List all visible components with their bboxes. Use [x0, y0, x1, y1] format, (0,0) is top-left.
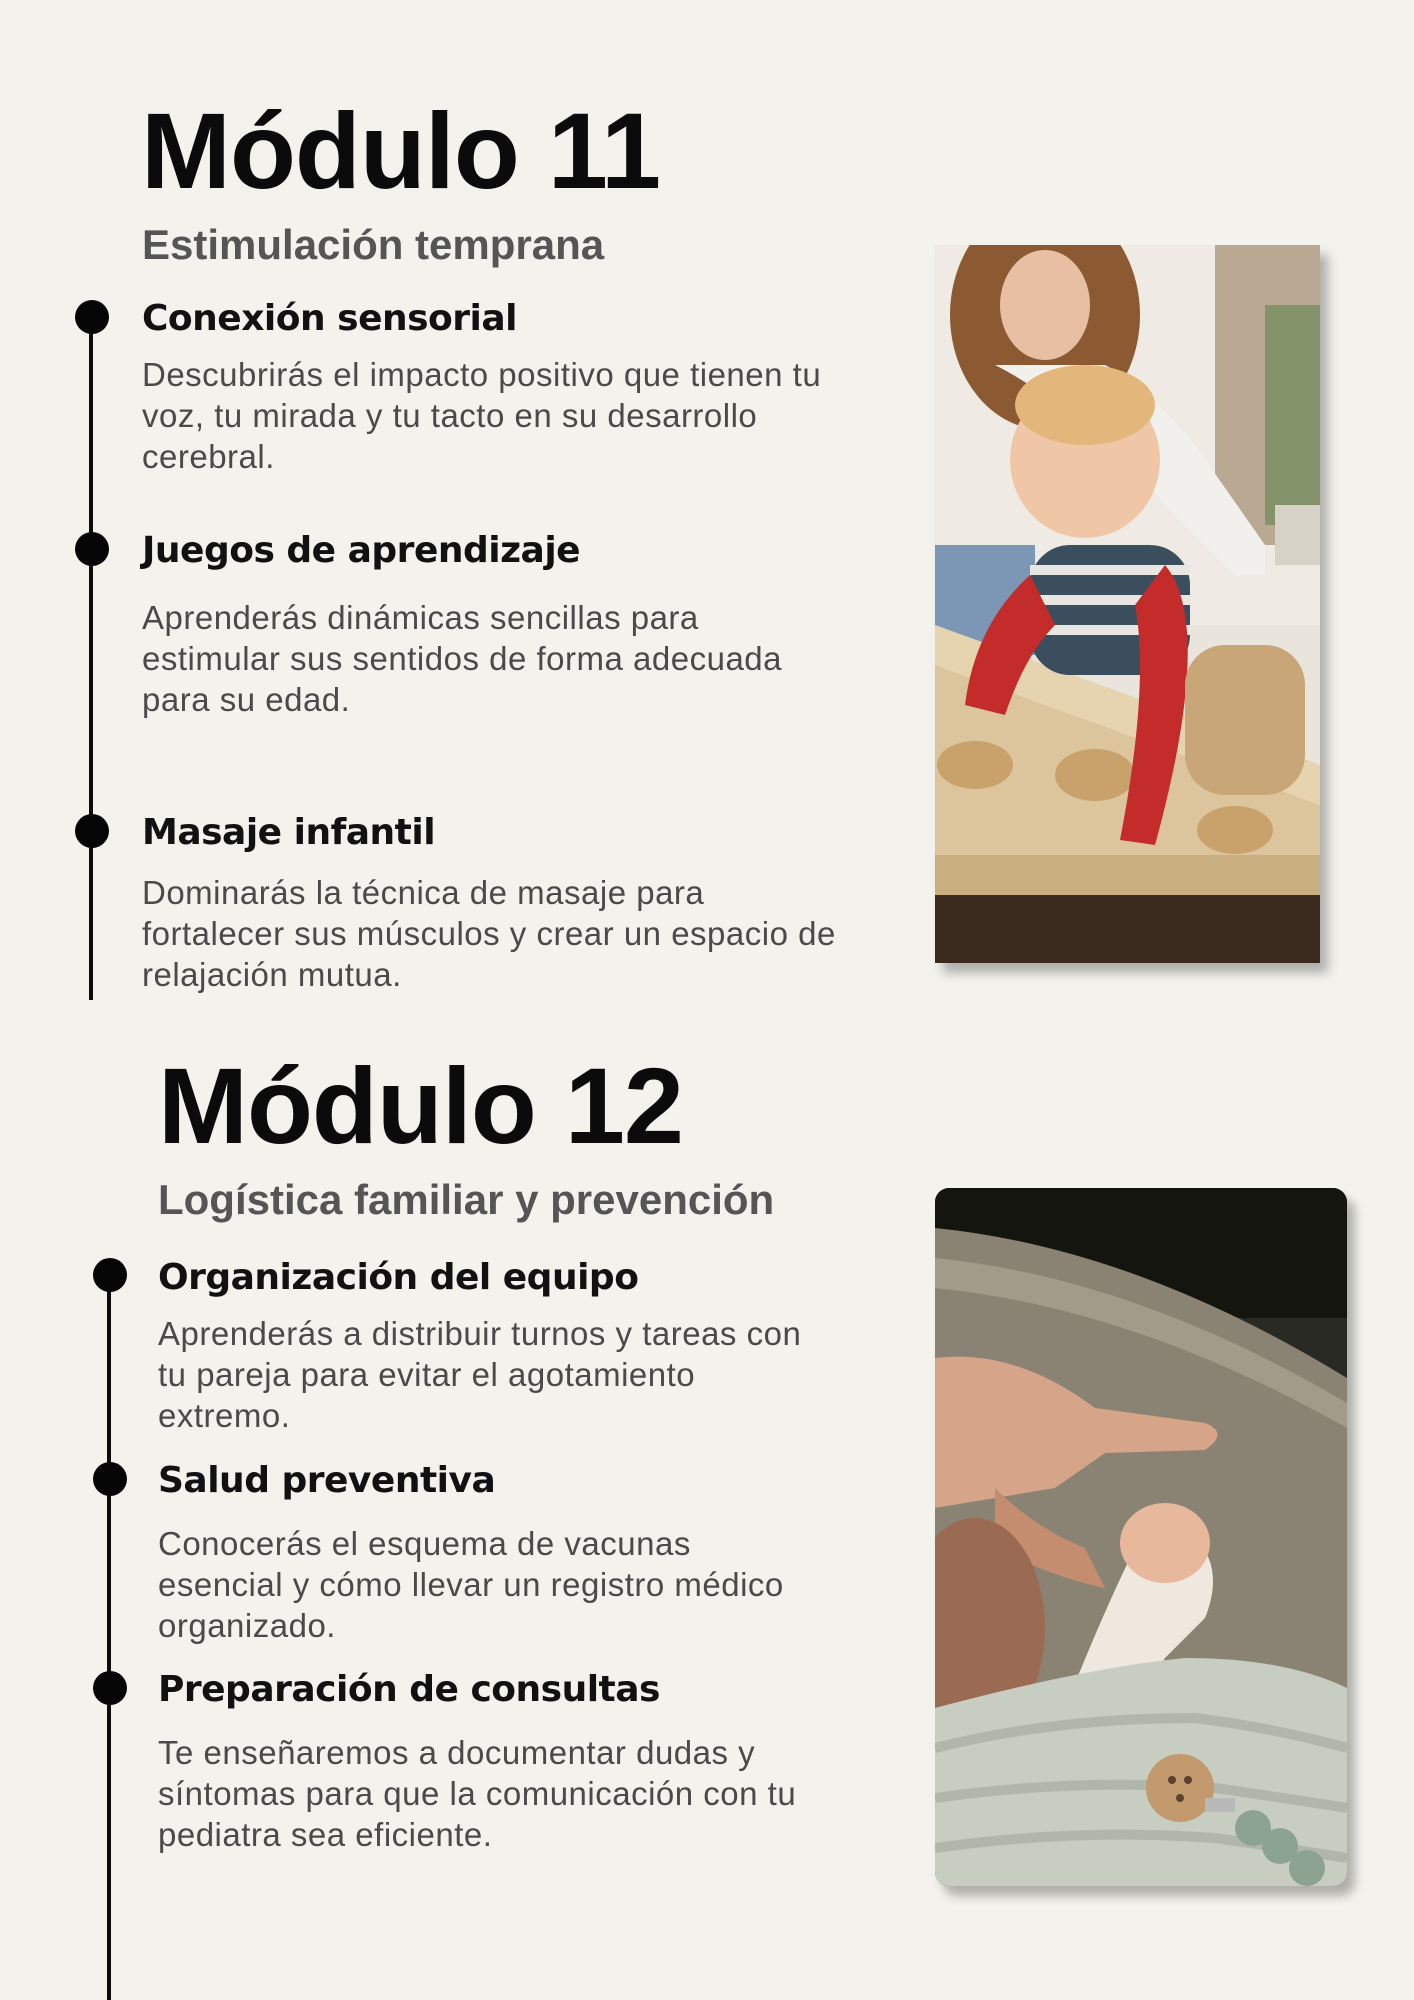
desc-line: tu pareja para evitar el agotamiento	[158, 1356, 696, 1393]
desc-line: fortalecer sus músculos y crear un espacio de	[142, 915, 836, 952]
item-title-salud-preventiva: Salud preventiva	[158, 1460, 496, 1501]
timeline-dot	[75, 300, 109, 334]
item-description	[158, 1313, 801, 1436]
module-11-subtitle: Estimulación temprana	[142, 221, 605, 268]
desc-line: esencial y cómo llevar un registro médico	[158, 1566, 784, 1603]
desc-line: Descubrirás el impacto positivo que tienen tu	[142, 356, 822, 393]
desc-line: para su edad.	[142, 681, 351, 718]
timeline-dot	[93, 1671, 127, 1705]
module-11-title: Módulo 11	[141, 90, 661, 211]
module-12-timeline	[107, 1276, 111, 2000]
baby-hand-holding-finger-photo	[935, 1188, 1347, 1886]
timeline-dot	[75, 532, 109, 566]
mother-baby-crawling-photo	[935, 245, 1320, 963]
item-description	[142, 597, 782, 720]
item-title-juegos-aprendizaje: Juegos de aprendizaje	[142, 530, 581, 571]
item-title-organizacion-equipo: Organización del equipo	[158, 1257, 639, 1298]
module-12-subtitle: Logística familiar y prevención	[158, 1176, 775, 1223]
desc-line: Dominarás la técnica de masaje para	[142, 874, 705, 911]
desc-line: relajación mutua.	[142, 956, 402, 993]
desc-line: Aprenderás dinámicas sencillas para	[142, 599, 699, 636]
desc-line: cerebral.	[142, 438, 275, 475]
item-description	[158, 1732, 796, 1855]
desc-line: voz, tu mirada y tu tacto en su desarrollo	[142, 397, 758, 434]
desc-line: Aprenderás a distribuir turnos y tareas con	[158, 1315, 802, 1352]
desc-line: pediatra sea eficiente.	[158, 1816, 493, 1853]
timeline-dot	[93, 1462, 127, 1496]
desc-line: organizado.	[158, 1607, 336, 1644]
item-description	[142, 354, 821, 477]
item-title-preparacion-consultas: Preparación de consultas	[158, 1669, 660, 1710]
module-11-timeline	[89, 318, 93, 1000]
item-title-conexion-sensorial: Conexión sensorial	[142, 298, 518, 339]
desc-line: síntomas para que la comunicación con tu	[158, 1775, 797, 1812]
desc-line: Te enseñaremos a documentar dudas y	[158, 1734, 756, 1771]
desc-line: extremo.	[158, 1397, 291, 1434]
timeline-dot	[93, 1258, 127, 1292]
desc-line: estimular sus sentidos de forma adecuada	[142, 640, 783, 677]
item-description	[142, 872, 836, 995]
desc-line: Conocerás el esquema de vacunas	[158, 1525, 691, 1562]
item-description	[158, 1523, 784, 1646]
timeline-dot	[75, 814, 109, 848]
module-12-title: Módulo 12	[158, 1045, 683, 1166]
item-title-masaje-infantil: Masaje infantil	[142, 812, 436, 853]
